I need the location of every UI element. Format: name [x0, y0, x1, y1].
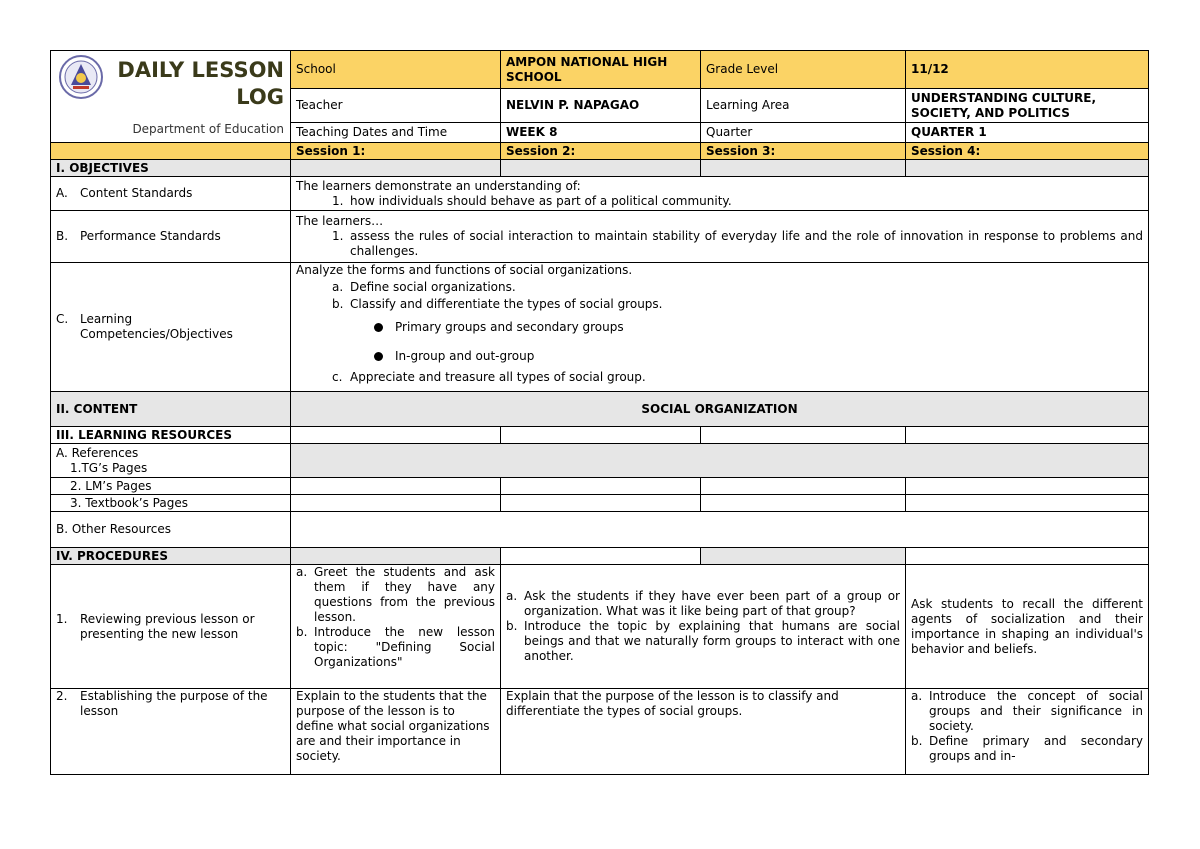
lm-pages-label: 2. LM’s Pages — [51, 478, 291, 495]
procedures-heading: IV. PROCEDURES — [51, 548, 291, 565]
learning-competencies-cell: Analyze the forms and functions of social organizations. a. Define social organizations. b. Classify and differentiate the types of social groups. Primary groups and secondary groups In-group and out-group c. Appreciate and treasure all types of social group. — [291, 263, 1149, 392]
school-value: AMPON NATIONAL HIGH SCHOOL — [501, 51, 701, 89]
teacher-value: NELVIN P. NAPAGAO — [501, 89, 701, 123]
learning-area-value: UNDERSTANDING CULTURE, SOCIETY, AND POLITICS — [906, 89, 1149, 123]
procedure-1-session-4: Ask students to recall the different agents of socialization and their importance in shaping an individual's behavior and beliefs. — [906, 565, 1149, 689]
procedure-1-session-2: a. Ask the students if they have ever been part of a group or organization. What was it like being part of that group? b. Introduce the topic by explaining that humans are social beings and that we naturally form groups to interact with one another. — [501, 565, 906, 689]
learning-competencies-label: C. Learning Competencies/Objectives — [51, 263, 291, 392]
performance-standards-cell: The learners… 1. assess the rules of social interaction to maintain stability of everyday life and the role of innovation in response to problems and challenges. — [291, 211, 1149, 263]
procedure-2-session-2: Explain that the purpose of the lesson is to classify and differentiate the types of social groups. — [501, 689, 906, 775]
session-3-header: Session 3: — [701, 143, 906, 160]
daily-lesson-log-table — [50, 50, 1149, 775]
learning-area-label: Learning Area — [701, 89, 906, 123]
content-standards-cell: The learners demonstrate an understanding of: 1. how individuals should behave as part of a political community. — [291, 177, 1149, 211]
document-title: DAILY LESSON LOG — [117, 58, 284, 109]
teacher-label: Teacher — [291, 89, 501, 123]
session-blank-cell — [51, 143, 291, 160]
deped-seal-icon — [59, 55, 103, 99]
quarter-value: QUARTER 1 — [906, 123, 1149, 143]
school-label: School — [291, 51, 501, 89]
department-label: Department of Education — [132, 122, 284, 136]
other-resources-label: B. Other Resources — [51, 512, 291, 548]
references-label: A. References 1.TG’s Pages — [51, 444, 291, 478]
procedure-2-label: 2. Establishing the purpose of the lesson — [51, 689, 291, 775]
procedure-2-session-1: Explain to the students that the purpose of the lesson is to define what social organizations are and their importance in society. — [291, 689, 501, 775]
procedure-1-label: 1. Reviewing previous lesson or presenting the new lesson — [51, 565, 291, 689]
textbook-pages-label: 3. Textbook’s Pages — [51, 495, 291, 512]
bullet-icon — [374, 352, 383, 361]
bullet-icon — [374, 323, 383, 332]
quarter-label: Quarter — [701, 123, 906, 143]
content-heading: II. CONTENT — [51, 392, 291, 427]
grade-level-value: 11/12 — [906, 51, 1149, 89]
teaching-dates-label: Teaching Dates and Time — [291, 123, 501, 143]
learning-resources-heading: III. LEARNING RESOURCES — [51, 427, 291, 444]
procedure-1-session-1: a. Greet the students and ask them if they have any questions from the previous lesson. b. Introduce the new lesson topic: "Defining Social Organizations" — [291, 565, 501, 689]
procedure-2-session-4: a. Introduce the concept of social groups and their significance in society. b. Define primary and secondary groups and in- — [906, 689, 1149, 775]
performance-standards-label: B. Performance Standards — [51, 211, 291, 263]
content-standards-label: A. Content Standards — [51, 177, 291, 211]
session-1-header: Session 1: — [291, 143, 501, 160]
grade-level-label: Grade Level — [701, 51, 906, 89]
session-4-header: Session 4: — [906, 143, 1149, 160]
session-2-header: Session 2: — [501, 143, 701, 160]
logo-title-cell — [51, 51, 291, 143]
content-value: SOCIAL ORGANIZATION — [291, 392, 1149, 427]
teaching-dates-value: WEEK 8 — [501, 123, 701, 143]
objectives-heading: I. OBJECTIVES — [51, 160, 291, 177]
